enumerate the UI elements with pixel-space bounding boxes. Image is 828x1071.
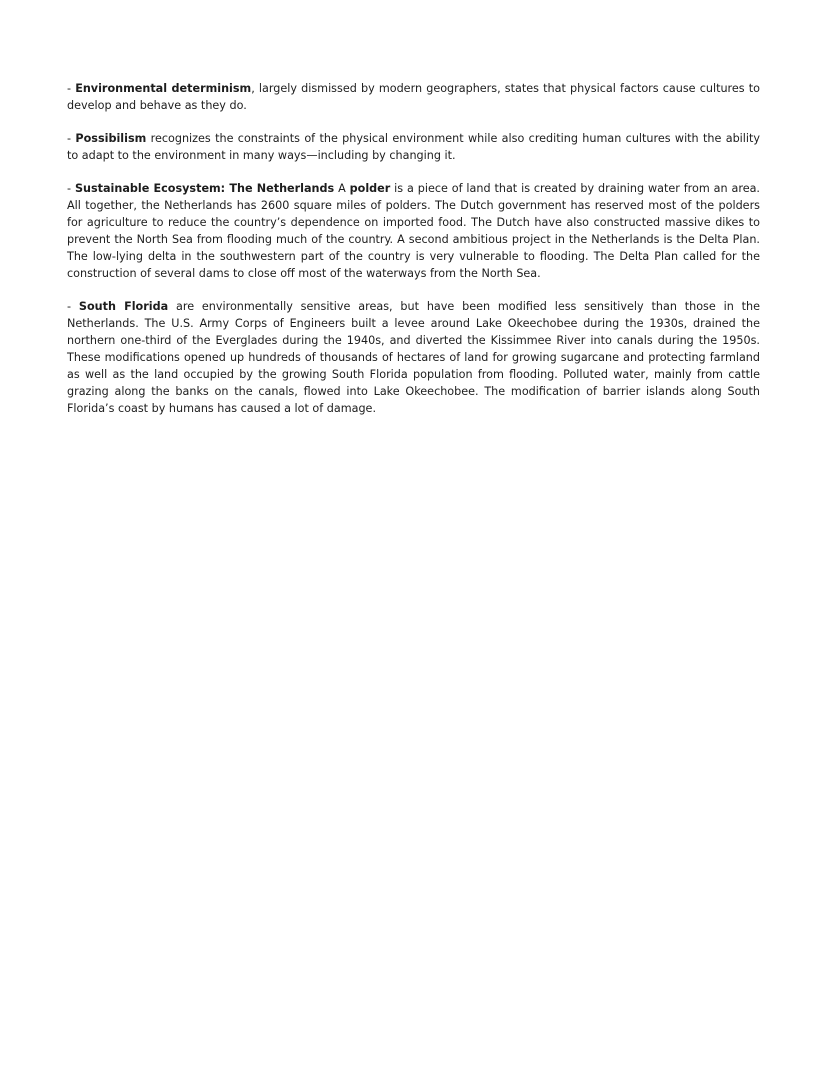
term-south-florida: South Florida <box>78 300 169 313</box>
paragraph-south-florida <box>67 298 760 417</box>
paragraph-text: are environmentally sensitive areas, but have been modified less sensitively than those in the Netherlands. The U.S. Army Corps of Engineers built a levee around Lake Okeechobee during the 1930s, drained the northern one-third of the Everglades during the 1940s, and diverted the Kissimmee River into canals during the 1950s. These modifications opened up hundreds of thousands of hectares of land for growing sugarcane and protecting farmland as well as the land occupied by the growing South Florida population from flooding. Polluted water, mainly from cattle grazing along the banks on the canals, flowed into Lake Okeechobee. The modification of barrier islands along South Florida’s coast by humans has caused a lot of damage. <box>67 300 760 415</box>
paragraph-text: is a piece of land that is created by draining water from an area. All together, the Netherlands has 2600 square miles of polders. The Dutch government has reserved most of the polders for agriculture to reduce the country’s dependence on imported food. The Dutch have also constructed massive dikes to prevent the North Sea from flooding much of the country. A second ambitious project in the Netherlands is the Delta Plan. The low-lying delta in the southwestern part of the country is very vulnerable to flooding. The Delta Plan called for the construction of several dams to close off most of the waterways from the North Sea. <box>67 182 760 280</box>
list-dash-marker: - <box>67 300 72 313</box>
paragraph-sustainable-ecosystem-netherlands <box>67 180 760 282</box>
paragraph-possibilism <box>67 130 760 164</box>
term-sustainable-ecosystem-netherlands: Sustainable Ecosystem: The Netherlands <box>74 182 335 195</box>
paragraph-text-lead: A <box>334 182 350 195</box>
term-polder: polder <box>349 182 391 195</box>
document-text-body <box>67 80 760 417</box>
paragraph-text: , largely dismissed by modern geographers, states that physical factors cause cultures to develop and behave as they do. <box>67 82 760 112</box>
list-dash-marker: - <box>67 182 72 195</box>
term-possibilism: Possibilism <box>75 132 147 145</box>
list-dash-marker: - <box>67 82 72 95</box>
term-environmental-determinism: Environmental determinism <box>75 82 252 95</box>
paragraph-text: recognizes the constraints of the physical environment while also crediting human cultures with the ability to adapt to the environment in many ways—including by changing it. <box>67 132 760 162</box>
list-dash-marker: - <box>67 132 72 145</box>
paragraph-environmental-determinism <box>67 80 760 114</box>
